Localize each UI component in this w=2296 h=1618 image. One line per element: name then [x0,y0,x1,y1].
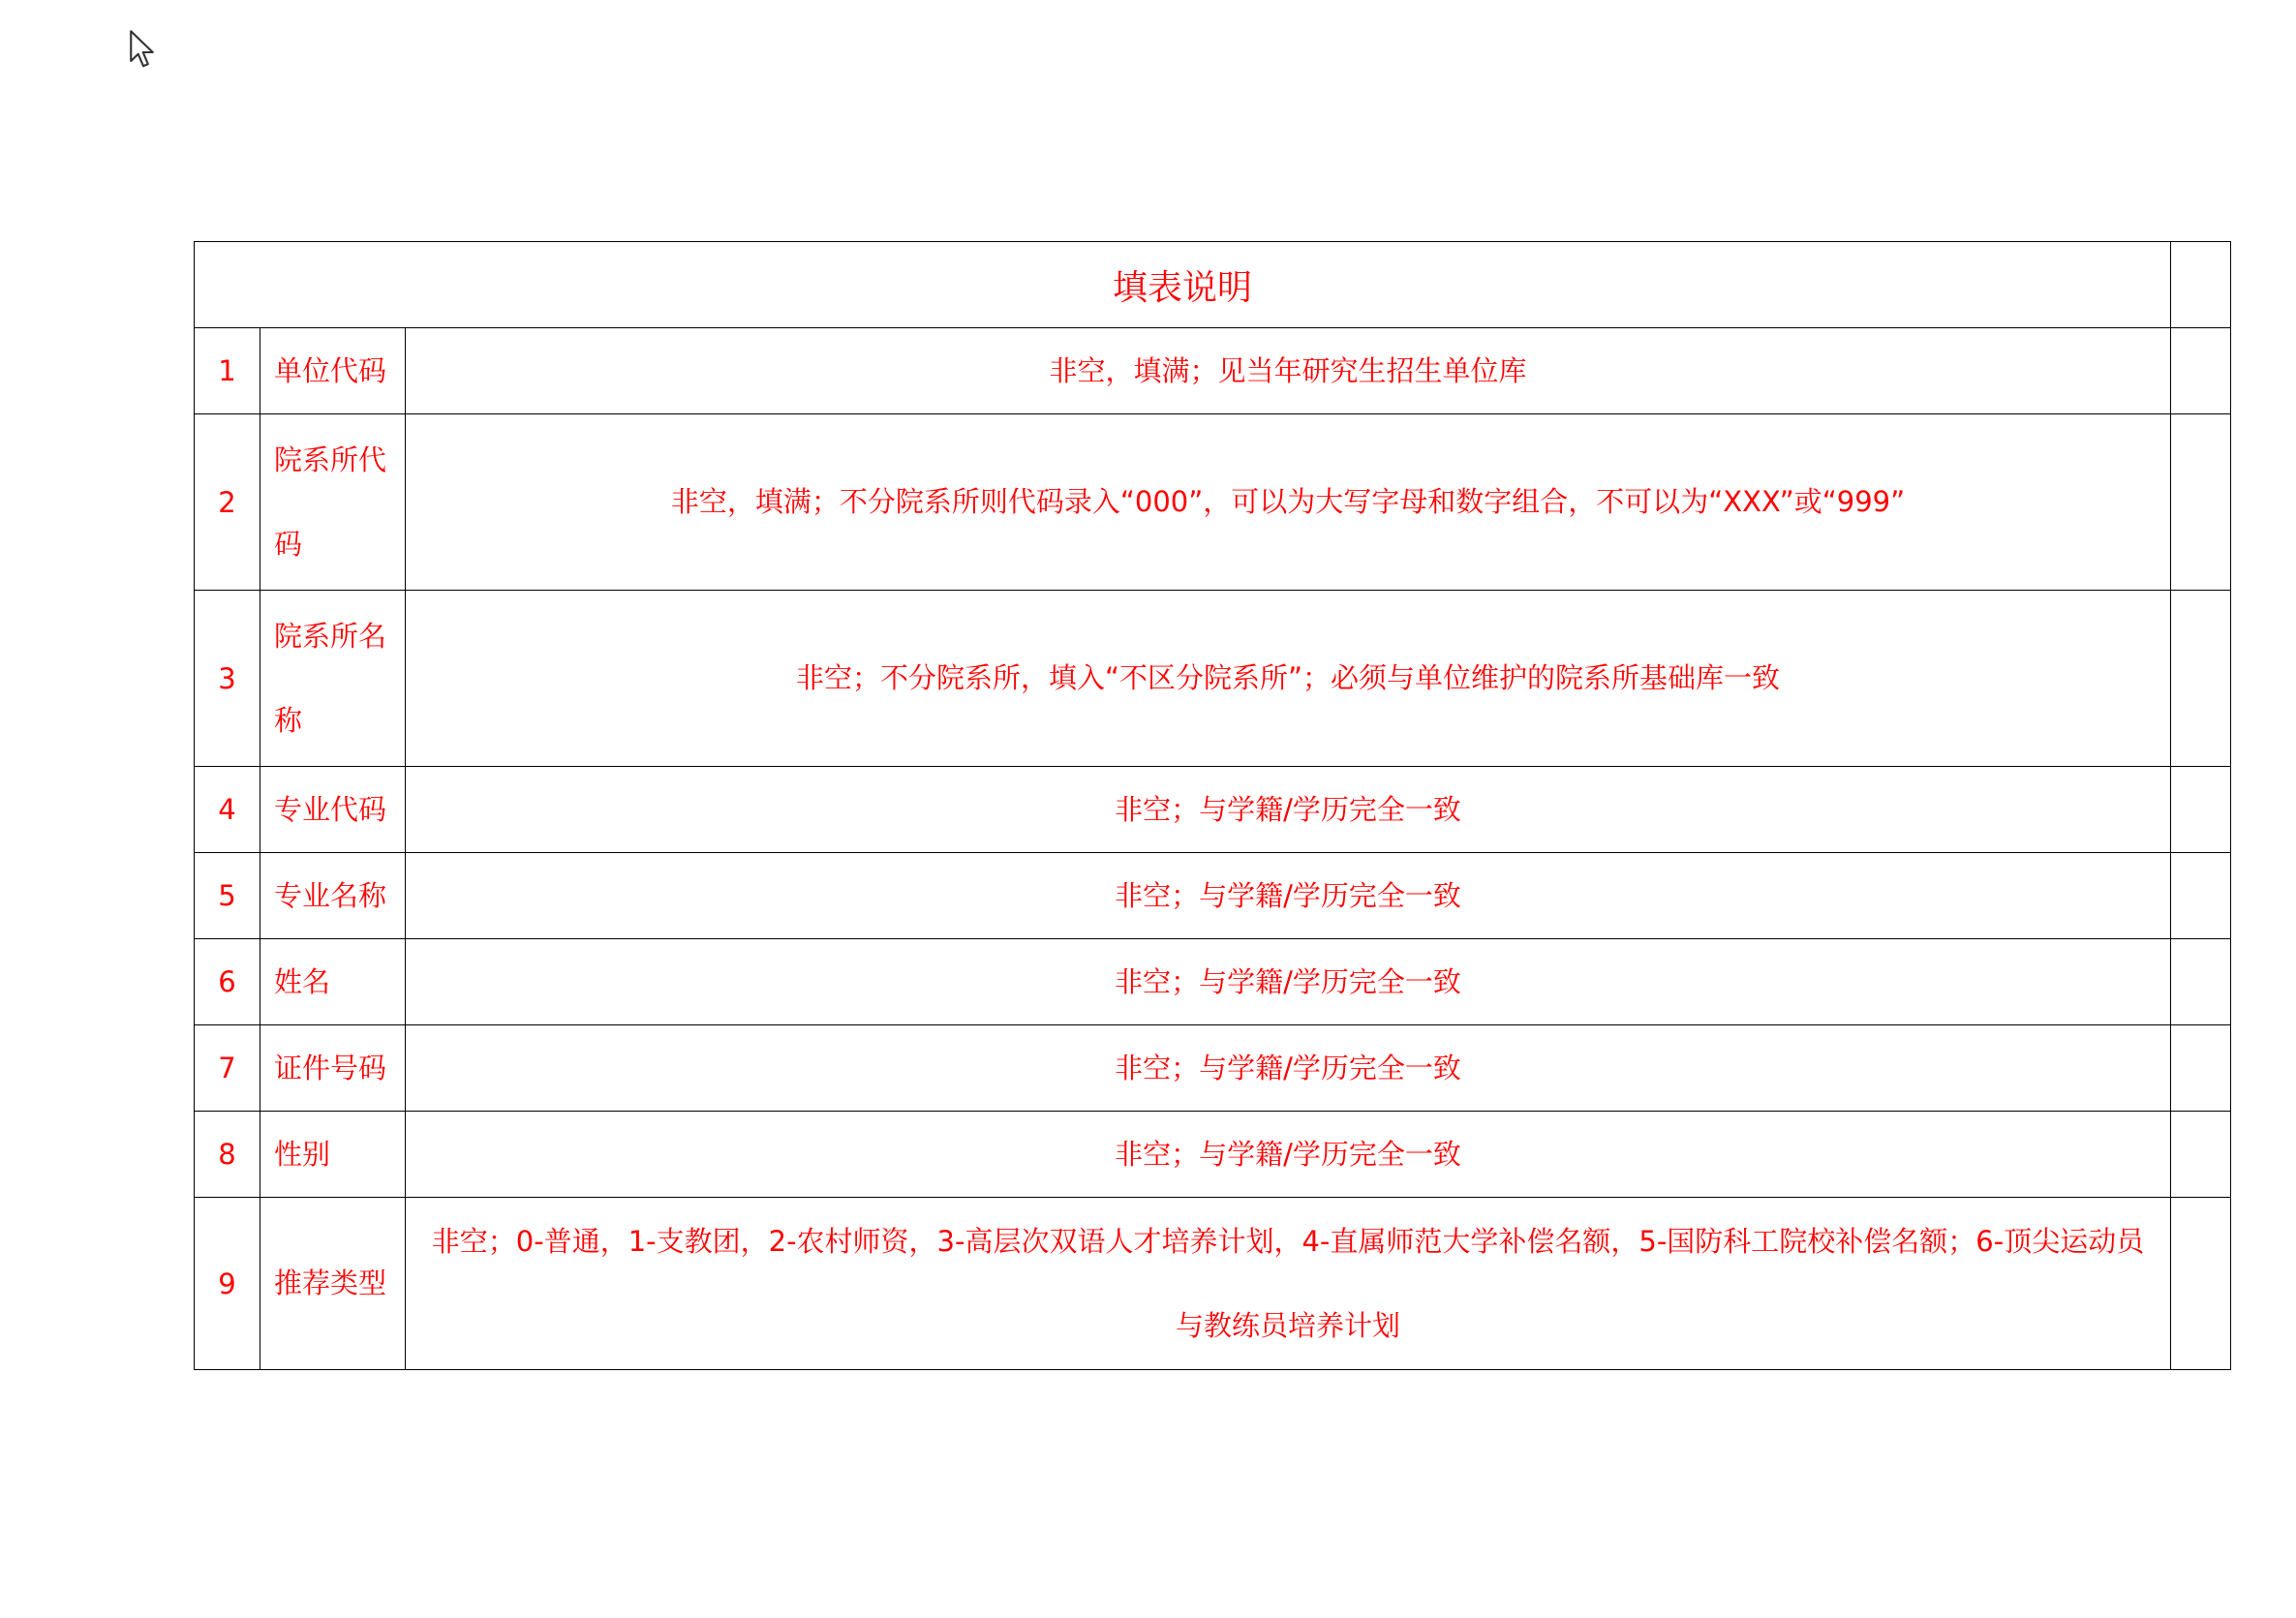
field-description: 非空；不分院系所，填入“不区分院系所”；必须与单位维护的院系所基础库一致 [406,591,2171,767]
field-description: 非空；0-普通，1-支教团，2-农村师资，3-高层次双语人才培养计划，4-直属师范大学补偿名额，5-国防科工院校补偿名额；6-顶尖运动员与教练员培养计划 [406,1198,2171,1370]
field-description: 非空；与学籍/学历完全一致 [406,853,2171,939]
empty-cell [2171,1025,2231,1112]
table-row [195,1198,2231,1370]
field-name: 证件号码 [260,1025,406,1112]
empty-cell [2171,1198,2231,1370]
table-row [195,853,2231,939]
field-description: 非空，填满；不分院系所则代码录入“000”，可以为大写字母和数字组合，不可以为“XXX”或“999” [406,414,2171,591]
row-number: 9 [195,1198,260,1370]
row-number: 8 [195,1112,260,1198]
empty-cell [2171,414,2231,591]
field-description: 非空；与学籍/学历完全一致 [406,1112,2171,1198]
row-number: 2 [195,414,260,591]
field-name: 院系所代码 [260,414,406,591]
row-number: 3 [195,591,260,767]
empty-cell [2171,591,2231,767]
row-number: 1 [195,328,260,414]
table-row [195,767,2231,853]
table-row [195,939,2231,1025]
field-name: 推荐类型 [260,1198,406,1370]
field-name: 专业代码 [260,767,406,853]
row-number: 6 [195,939,260,1025]
field-description: 非空；与学籍/学历完全一致 [406,939,2171,1025]
table-row [195,1112,2231,1198]
table-row [195,591,2231,767]
row-number: 7 [195,1025,260,1112]
field-name: 单位代码 [260,328,406,414]
empty-cell [2171,328,2231,414]
field-name: 院系所名称 [260,591,406,767]
field-description: 非空；与学籍/学历完全一致 [406,767,2171,853]
field-description: 非空；与学籍/学历完全一致 [406,1025,2171,1112]
table-row [195,414,2231,591]
field-name: 姓名 [260,939,406,1025]
empty-cell [2171,1112,2231,1198]
instruction-table [194,241,2231,1370]
field-description: 非空，填满；见当年研究生招生单位库 [406,328,2171,414]
row-number: 4 [195,767,260,853]
field-name: 专业名称 [260,853,406,939]
table-title: 填表说明 [195,242,2171,328]
empty-cell [2171,767,2231,853]
empty-cell [2171,242,2231,328]
empty-cell [2171,853,2231,939]
row-number: 5 [195,853,260,939]
table-row [195,1025,2231,1112]
empty-cell [2171,939,2231,1025]
table-row [195,328,2231,414]
mouse-pointer-icon [129,29,158,70]
field-name: 性别 [260,1112,406,1198]
